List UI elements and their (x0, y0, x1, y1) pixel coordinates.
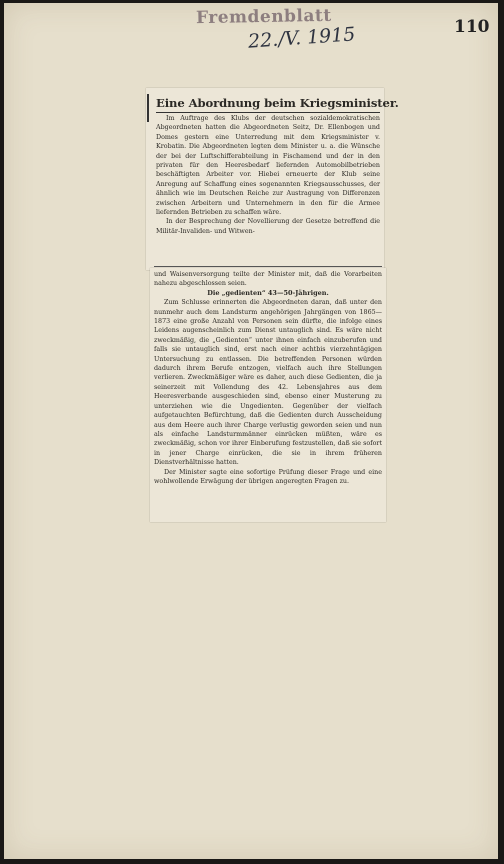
article-clipping-bottom (150, 268, 386, 522)
article-paragraph: Zum Schlusse erinnerten die Abgeordneten daran, daß unter den nunmehr auch dem Landsturm angehörigen Jahrgängen von 1865—1873 eine große Anzahl von Personen sein dürfte, die infolge eines Leidens augenscheinlich zum Dienst untauglich sind. Es wäre nicht zweckmäßig, die „Gedienten“ unter ihnen einfach einzuberufen und falls sie untauglich sind, erst nach einer achtbis vierzehntägigen Untersuchung zu entlassen. Die betreffenden Personen würden dadurch ihrem Berufe entzogen, vielfach auch ihre Stellungen verlieren. Zweckmäßiger wäre es daher, auch diese Gedienten, die ja seinerzeit mit Vollendung des 42. Lebensjahres aus dem Heeresverbande ausgeschieden sind, ebenso einer Musterung zu unterziehen wie die Ungedienten. Gegenüber der vielfach aufgetauchten Befürchtung, daß die Gedienten durch Ausscheidung aus dem Heere auch ihrer Charge verlustig geworden seien und nun als einfache Landsturmmänner einrücken müßten, wäre es zweckmäßig, schon vor ihrer Einberufung festzustellen, daß sie sofort in jener Charge einrücken, die sie in ihrem früheren Dienstverhältnisse hatten. (154, 299, 382, 467)
article-subheading: Die „gedienten“ 43—50-Jährigen. (207, 288, 329, 297)
page-number: 110 (454, 17, 490, 37)
article-headline: Eine Abordnung beim Kriegsminister. (156, 96, 399, 110)
article-paragraph: In der Besprechung der Novellierung der Gesetze betreffend die Militär-Invaliden- und Witwen- (156, 218, 380, 235)
article-body-part2 (154, 270, 382, 486)
headline-rule (156, 112, 380, 113)
article-paragraph: und Waisenversorgung teilte der Minister mit, daß die Vorarbeiten nahezu abgeschlossen seien. (154, 271, 382, 288)
article-body-part1 (156, 114, 380, 236)
article-paragraph: Der Minister sagte eine sofortige Prüfung dieser Frage und eine wohlwollende Erwägung der übrigen angeregten Fragen zu. (154, 468, 382, 485)
headline-marker (147, 94, 149, 122)
article-clipping-top (146, 88, 399, 270)
clipping-top-rule (154, 266, 382, 267)
article-paragraph: Im Auftrage des Klubs der deutschen sozialdemokratischen Abgeordneten hatten die Abgeordneten Seitz, Dr. Ellenbogen und Domes gestern eine Unterredung mit dem Kriegsminister v. Krobatin. Die Abgeordneten legten dem Minister u. a. die Wünsche der bei der Luftschifferabteilung in Fischamend und der in den privaten für den Heeresbedarf liefernden Automobilbetrieben beschäftigten Arbeiter vor. Hiebei erneuerte der Klub seine Anregung auf Schaffung eines sogenannten Kriegsausschusses, der ähnlich wie im Deutschen Reiche zur Austragung von Differenzen zwischen Arbeitern und Unternehmern in den für die Armee liefernden Betrieben zu schaffen wäre. (156, 115, 380, 217)
newspaper-stamp: Fremdenblatt (195, 5, 332, 29)
handwritten-date: 22./V. 1915 (247, 23, 357, 53)
